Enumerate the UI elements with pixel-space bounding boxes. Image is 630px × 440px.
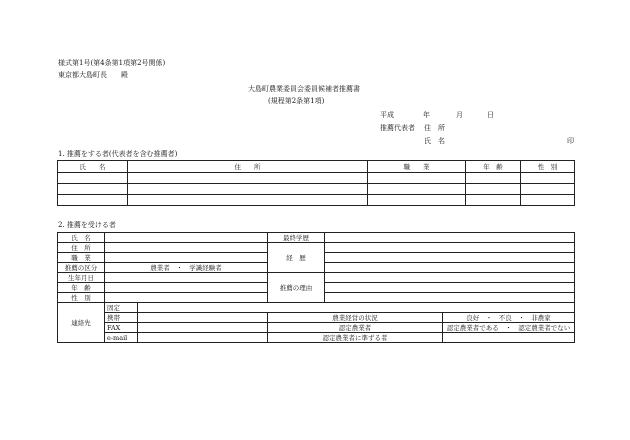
- age-label: 年 齢: [58, 283, 105, 293]
- category-options[interactable]: 農業者 ・ 学識経験者: [105, 263, 268, 273]
- reason-field[interactable]: [325, 273, 575, 283]
- col-address: 住 所: [128, 161, 368, 173]
- col-name: 氏 名: [58, 161, 128, 173]
- date-month: 月: [456, 111, 463, 119]
- rep-name-label: 氏 名: [424, 137, 445, 145]
- email-label: e-mail: [105, 333, 138, 343]
- sex-label: 性 別: [58, 293, 105, 303]
- date-year: 年: [423, 111, 430, 119]
- mobile-phone-field[interactable]: [138, 313, 268, 323]
- table-row: [58, 195, 575, 206]
- nominee-occupation-label: 職 業: [58, 253, 105, 263]
- nominee-name-field[interactable]: [105, 233, 268, 243]
- seal-mark: 印: [567, 137, 574, 145]
- sex-field[interactable]: [105, 293, 268, 303]
- farm-status-label: 農業経営の状況: [268, 313, 443, 323]
- certified-label: 認定農業者: [268, 323, 443, 333]
- farm-status-options[interactable]: 良好 ・ 不良 ・ 非農家: [443, 313, 575, 323]
- nominee-name-label: 氏 名: [58, 233, 105, 243]
- form-number: 様式第1号(第4条第1項第2号関係): [58, 59, 166, 67]
- contact-label: 連絡先: [58, 303, 105, 343]
- age-field[interactable]: [105, 283, 268, 293]
- rep-address-label: 住 所: [424, 124, 445, 132]
- document-title: 大島町農業委員会委員候補者推薦書: [248, 85, 360, 93]
- recommender-header-row: [58, 161, 575, 173]
- career-field[interactable]: [325, 263, 575, 273]
- quasi-certified-field[interactable]: [443, 333, 575, 343]
- table-row: [58, 184, 575, 195]
- addressee: 東京都大島町長 殿: [58, 71, 128, 79]
- table-row: [58, 173, 575, 184]
- mobile-phone-label: 携帯: [105, 313, 138, 323]
- certified-options[interactable]: 認定農業者である ・ 認定農業者でない: [443, 323, 575, 333]
- col-age: 年 齢: [466, 161, 521, 173]
- nominee-address-field[interactable]: [105, 243, 268, 253]
- col-occupation: 職 業: [368, 161, 466, 173]
- fax-label: FAX: [105, 323, 138, 333]
- career-label: 経 歴: [268, 243, 325, 273]
- reason-field[interactable]: [325, 283, 575, 293]
- email-field[interactable]: [138, 333, 268, 343]
- section2-heading: 2. 推薦を受ける者: [58, 221, 116, 229]
- category-label: 推薦の区分: [58, 263, 105, 273]
- section1-heading: 1. 推薦をする者(代表者を含む推薦者): [58, 150, 178, 158]
- education-label: 最終学歴: [268, 233, 325, 243]
- date-era: 平成: [380, 111, 394, 119]
- education-field[interactable]: [325, 233, 575, 243]
- col-sex: 性 別: [521, 161, 575, 173]
- reason-label: 推薦の理由: [268, 273, 325, 303]
- fax-field[interactable]: [138, 323, 268, 333]
- quasi-certified-label: 認定農業者に準ずる者: [268, 333, 443, 343]
- fixed-phone-label: 固定: [105, 303, 138, 313]
- nominee-address-label: 住 所: [58, 243, 105, 253]
- birthdate-label: 生年月日: [58, 273, 105, 283]
- career-field[interactable]: [325, 243, 575, 253]
- nominee-occupation-field[interactable]: [105, 253, 268, 263]
- date-day: 日: [487, 111, 494, 119]
- representative-label: 推薦代表者: [380, 124, 415, 132]
- reason-field[interactable]: [325, 293, 575, 303]
- nominee-table: [57, 232, 575, 343]
- document-subtitle: (規程第2条第1項): [268, 97, 325, 105]
- birthdate-field[interactable]: [105, 273, 268, 283]
- career-field[interactable]: [325, 253, 575, 263]
- fixed-phone-field[interactable]: [138, 303, 575, 313]
- recommender-table: [57, 160, 575, 206]
